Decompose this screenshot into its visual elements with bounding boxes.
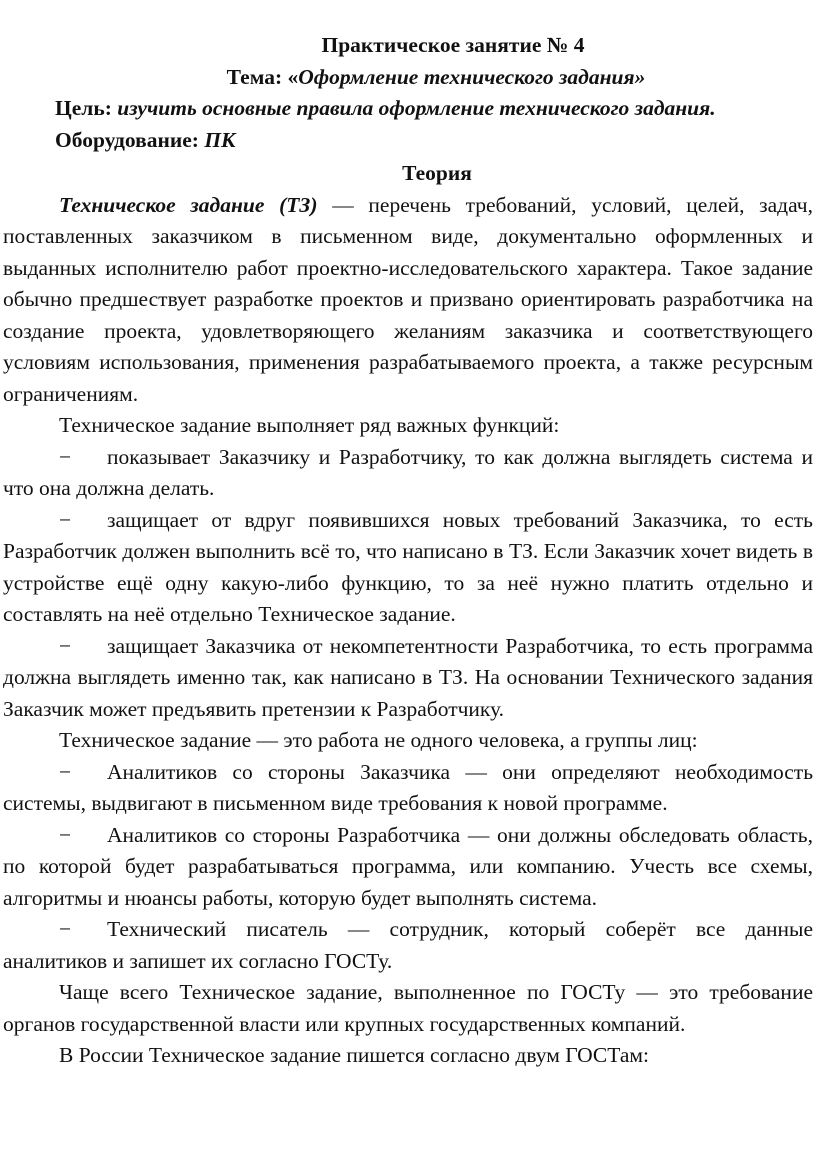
theory-heading: Теория [402, 161, 472, 185]
list-item [3, 631, 813, 726]
topic-label: Тема: « [226, 64, 299, 89]
goal-label: Цель: [55, 96, 118, 120]
list-item-text: Аналитиков со стороны Заказчика — они определяют необходимость системы, выдвигают в письменном виде требования к новой программе. [3, 759, 813, 815]
list-item-text: Технический писатель — сотрудник, который соберёт все данные аналитиков и запишет их согласно ГОСТу. [3, 917, 813, 973]
page-title: Практическое занятие № 4 [321, 33, 585, 57]
list-item-text: защищает Заказчика от некомпетентности Разработчика, то есть программа должна выглядеть именно так, как написано в ТЗ. На основании Технического задания Заказчик может предъявить претензии к Разработчику. [3, 633, 813, 721]
dash-bullet: − [59, 633, 72, 658]
dash-bullet: − [59, 444, 72, 469]
equipment-line [3, 125, 813, 157]
topic-line [59, 62, 813, 94]
topic-value: Оформление технического задания» [298, 64, 646, 89]
list-item [3, 757, 813, 820]
definition-term: Техническое задание (ТЗ) [59, 192, 318, 217]
list-item [3, 442, 813, 505]
equipment-value: ПК [204, 127, 236, 152]
list-item [3, 505, 813, 631]
equipment-label: Оборудование: [55, 127, 205, 152]
list-item-text: показывает Заказчику и Разработчику, то как должна выглядеть система и что она должна делать. [3, 444, 813, 500]
definition-paragraph [3, 190, 813, 411]
dash-bullet: − [59, 759, 72, 784]
functions-intro: Техническое задание выполняет ряд важных функций: [59, 413, 560, 437]
dash-bullet: − [59, 507, 72, 532]
goal-value: изучить основные правила оформление технического задания. [117, 96, 716, 120]
group-intro: Техническое задание — это работа не одного человека, а группы лиц: [59, 728, 698, 752]
list-item [3, 914, 813, 977]
dash-bullet: − [59, 822, 72, 847]
gost-paragraph: Чаще всего Техническое задание, выполненное по ГОСТу — это требование органов государственной власти или крупных государственных компаний. [3, 980, 813, 1036]
list-item-text: Аналитиков со стороны Разработчика — они должны обследовать область, по которой будет разрабатываться программа, или компанию. Учесть все схемы, алгоритмы и нюансы работы, которую будет выполнять система. [3, 822, 813, 910]
goal-line [3, 93, 813, 125]
list-item [3, 820, 813, 915]
list-item-text: защищает от вдруг появившихся новых требований Заказчика, то есть Разработчик должен выполнить всё то, что написано в ТЗ. Если Заказчик хочет видеть в устройстве ещё одну какую-либо функцию, то за неё нужно платить отдельно и составлять на неё отдельно Техническое задание. [3, 507, 813, 626]
russia-paragraph: В России Техническое задание пишется согласно двум ГОСТам: [59, 1043, 649, 1067]
definition-text: — перечень требований, условий, целей, задач, поставленных заказчиком в письменном виде, документально оформленных и выданных исполнителю работ проектно-исследовательского характера. Такое задание обычно предшествует разработке проектов и призвано ориентировать разработчика на создание проекта, удовлетворяющего желаниям заказчика и соответствующего условиям использования, применения разрабатываемого проекта, а также ресурсным ограничениям. [3, 192, 813, 406]
dash-bullet: − [59, 917, 72, 941]
